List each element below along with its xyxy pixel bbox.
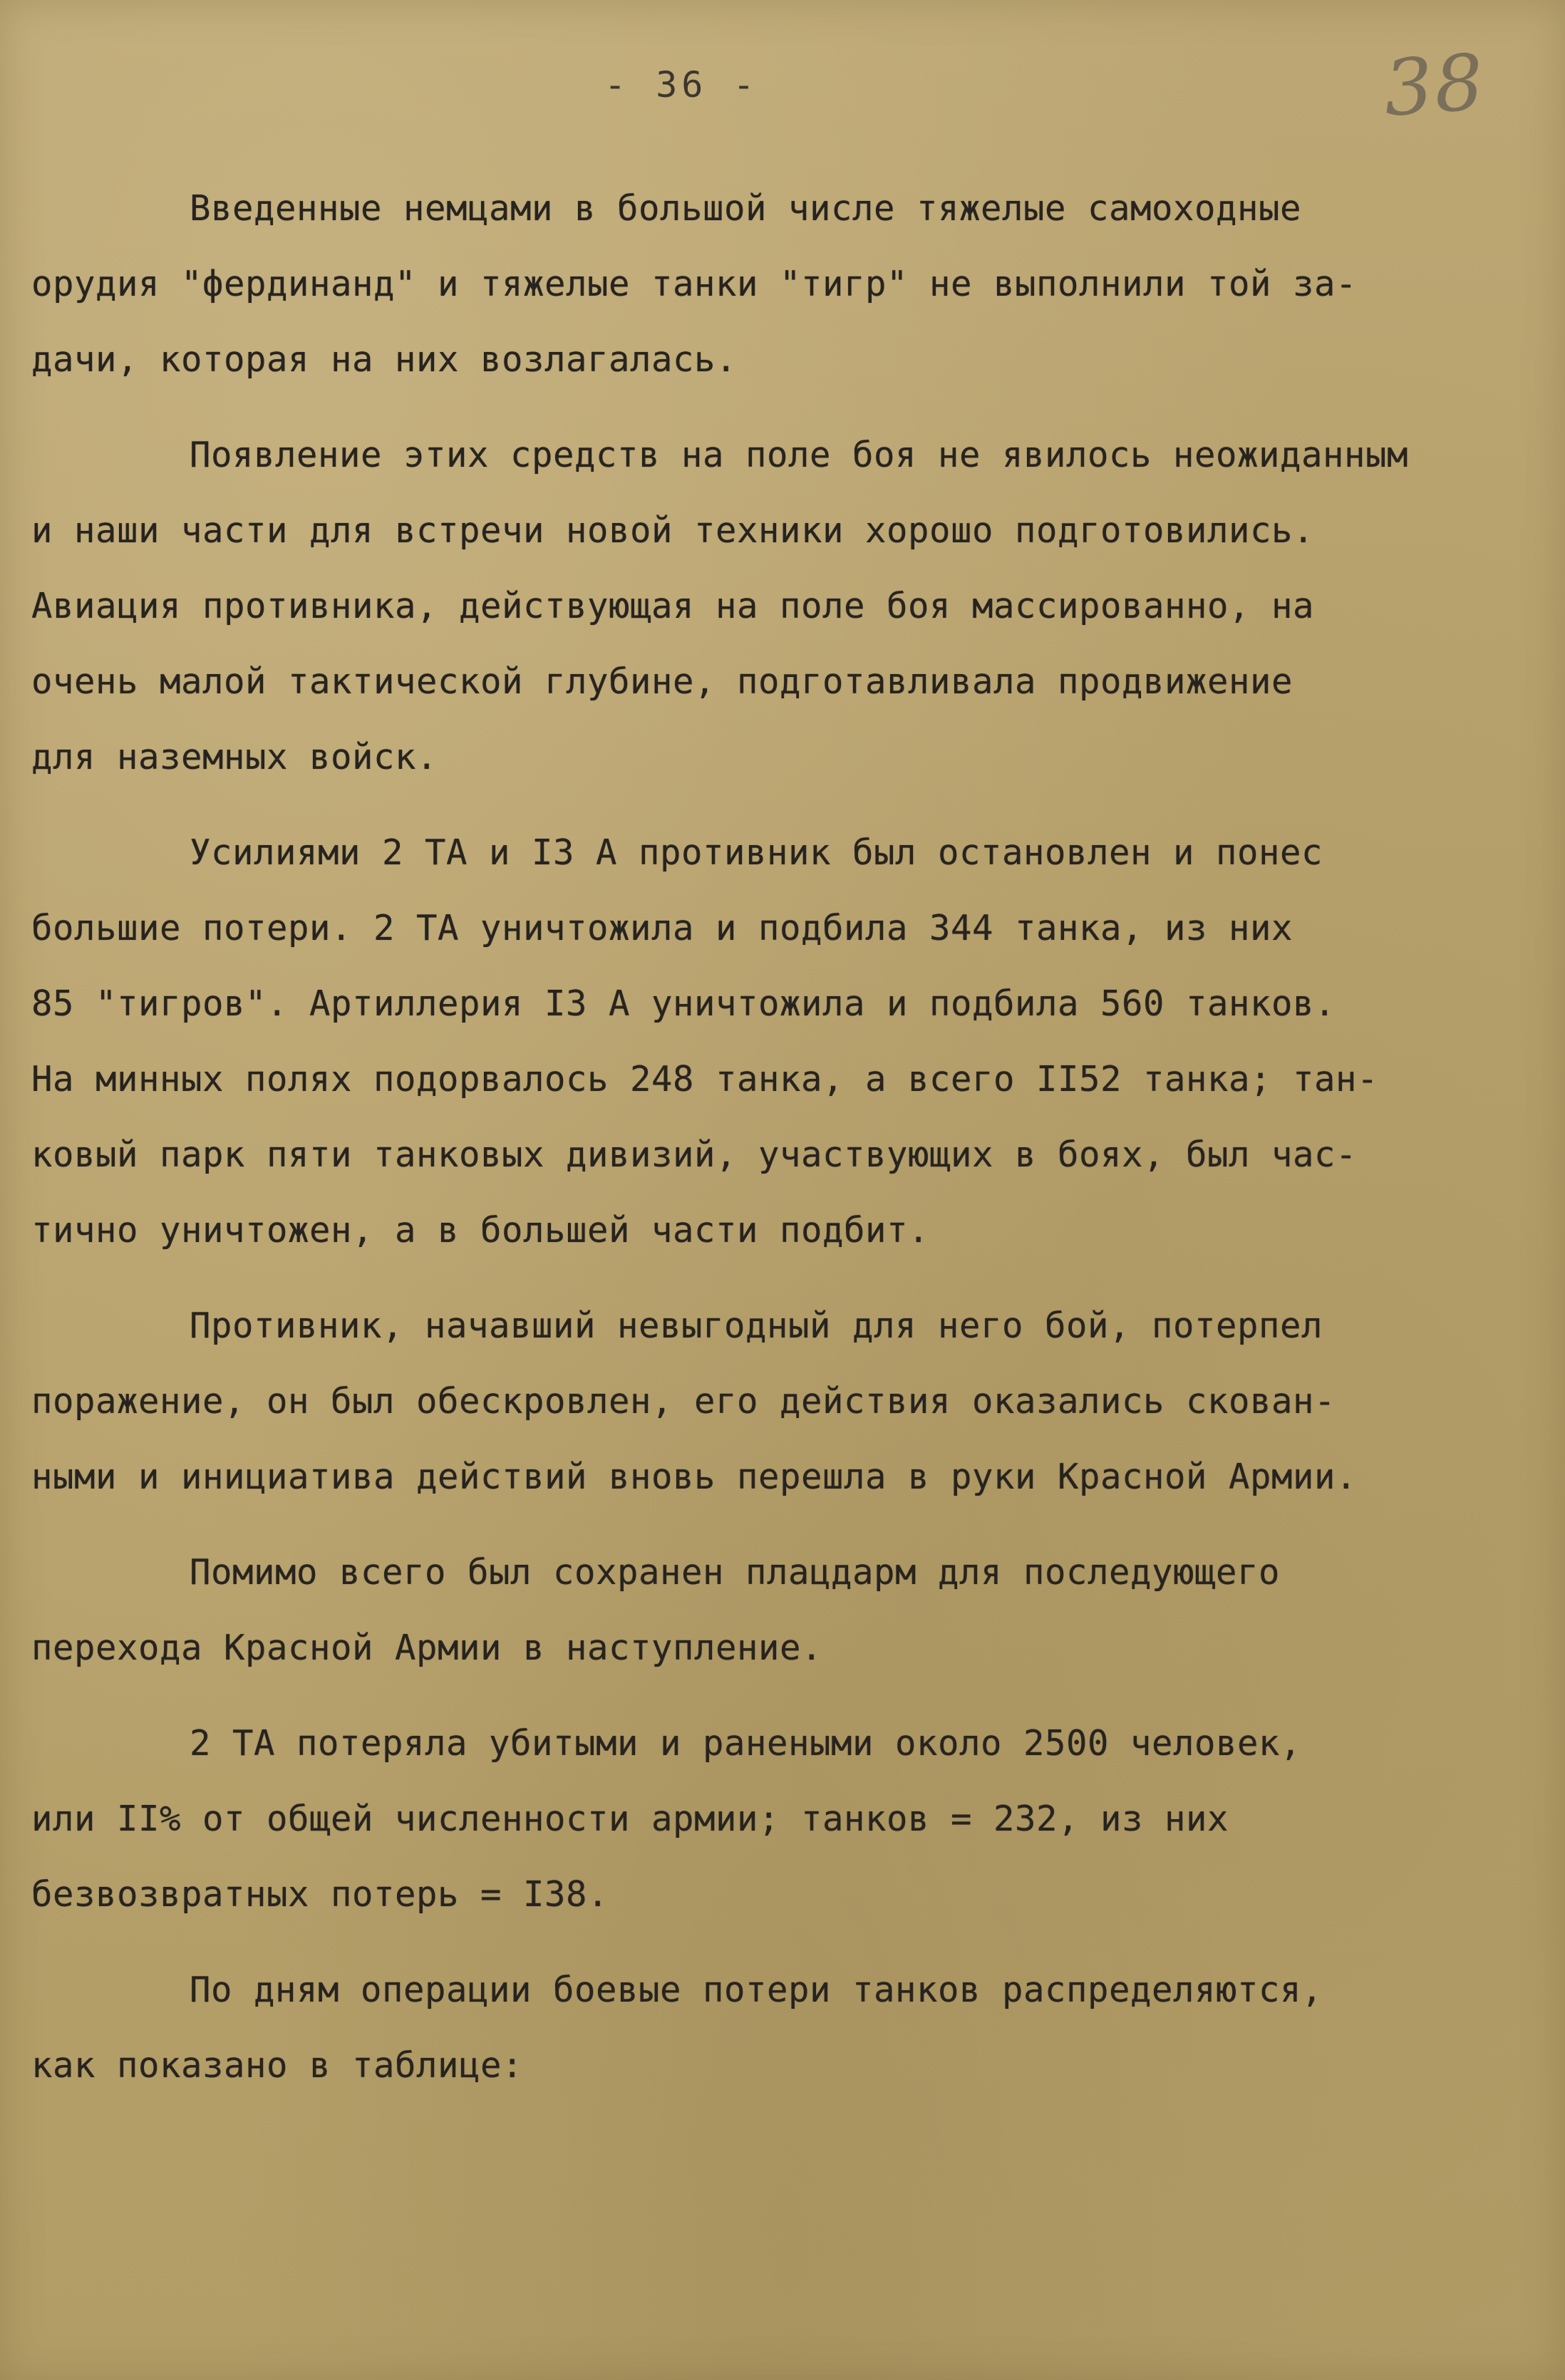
text-line: безвозвратных потерь = I38. bbox=[31, 1874, 609, 1915]
text-line: и наши части для встречи новой техники хорошо подготовились. bbox=[31, 510, 1315, 551]
text-line: Усилиями 2 ТА и I3 А противник был остановлен и понес bbox=[190, 832, 1323, 873]
text-line: ковый парк пяти танковых дивизий, участвующих в боях, был час- bbox=[31, 1134, 1358, 1175]
text-line: как показано в таблице: bbox=[31, 2045, 524, 2086]
text-line: ными и инициатива действий вновь перешла в руки Красной Армии. bbox=[31, 1457, 1358, 1497]
text-line: Противник, начавший невыгодный для него бой, потерпел bbox=[190, 1305, 1323, 1346]
text-line: По дням операции боевые потери танков распределяются, bbox=[190, 1970, 1323, 2010]
text-line: большие потери. 2 ТА уничтожила и подбила 344 танка, из них bbox=[31, 908, 1293, 948]
text-line: тично уничтожен, а в большей части подбит. bbox=[31, 1210, 930, 1251]
text-line: Введенные немцами в большой числе тяжелые самоходные bbox=[190, 188, 1302, 229]
text-line: орудия "фердинанд" и тяжелые танки "тигр" не выполнили той за- bbox=[31, 264, 1358, 304]
text-line: Появление этих средств на поле боя не явилось неожиданным bbox=[190, 435, 1409, 475]
archive-sheet-number: 38 bbox=[1380, 38, 1488, 134]
text-line: Помимо всего был сохранен плацдарм для последующего bbox=[190, 1552, 1281, 1593]
text-line: Авиация противника, действующая на поле боя массированно, на bbox=[31, 586, 1315, 626]
document-body bbox=[31, 171, 1542, 2104]
text-line: дачи, которая на них возлагалась. bbox=[31, 339, 738, 380]
page-number: - 36 - bbox=[604, 64, 759, 105]
text-line: для наземных войск. bbox=[31, 737, 438, 777]
text-line: 2 ТА потеряла убитыми и ранеными около 2500 человек, bbox=[190, 1723, 1302, 1764]
text-line: очень малой тактической глубине, подготавливала продвижение bbox=[31, 661, 1293, 702]
text-line: 85 "тигров". Артиллерия I3 А уничтожила и подбила 560 танков. bbox=[31, 983, 1336, 1024]
text-line: поражение, он был обескровлен, его действия оказались скован- bbox=[31, 1381, 1336, 1422]
text-line: перехода Красной Армии в наступление. bbox=[31, 1628, 823, 1668]
text-line: или II% от общей численности армии; танков = 232, из них bbox=[31, 1799, 1229, 1839]
text-line: На минных полях подорвалось 248 танка, а всего II52 танка; тан- bbox=[31, 1059, 1379, 1100]
